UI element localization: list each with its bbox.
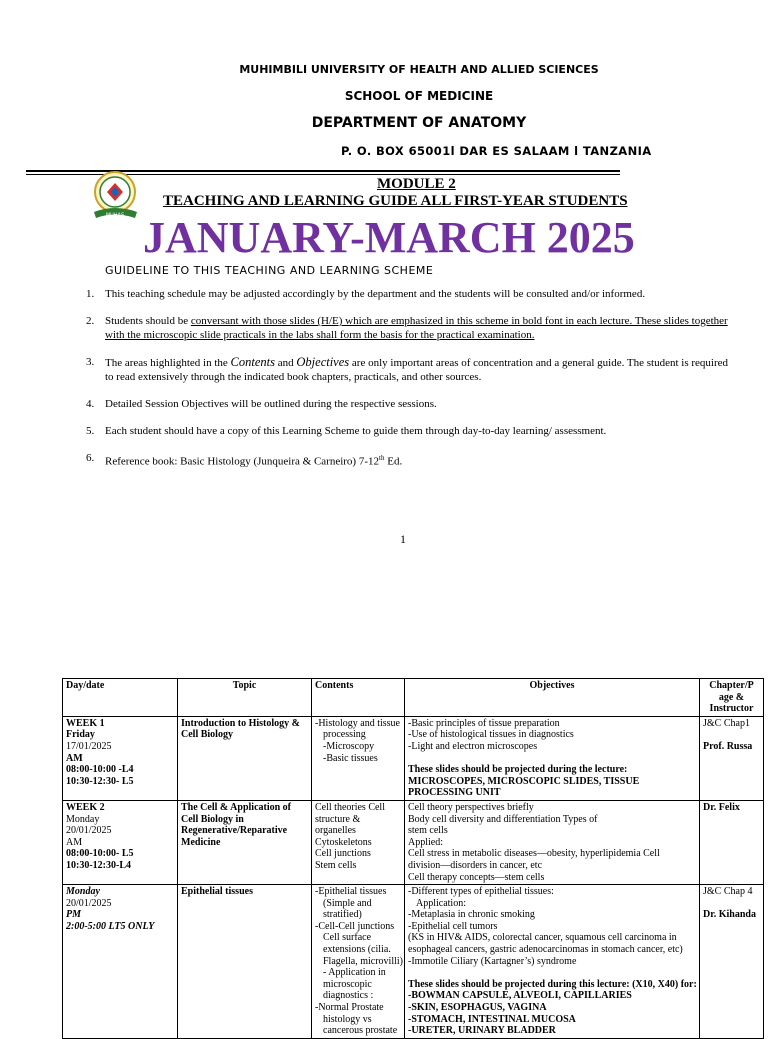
topic-cell: Introduction to Histology & Cell Biology — [178, 716, 312, 800]
period-title: JANUARY-MARCH 2025 — [143, 213, 635, 262]
day-cell: WEEK 2 Monday 20/01/2025 AM 08:00-10:00- L5 10:30-12:30-L4 — [63, 800, 178, 884]
table-row — [63, 885, 764, 1039]
guideline-heading: GUIDELINE TO THIS TEACHING AND LEARNING SCHEME — [105, 264, 434, 277]
contents-cell: Cell theories Cell structure & organelles Cytoskeletons Cell junctions Stem cells — [312, 800, 405, 884]
day-cell: WEEK 1 Friday 17/01/2025 AM 08:00-10:00 -L4 10:30-12:30- L5 — [63, 716, 178, 800]
school-name: SCHOOL OF MEDICINE — [344, 89, 494, 103]
topic-cell: The Cell & Application of Cell Biology in Regenerative/Reparative Medicine — [178, 800, 312, 884]
table-row — [63, 800, 764, 884]
module-title: MODULE 2 — [377, 176, 456, 192]
table-header-row — [63, 679, 764, 717]
guideline-item: 4. Detailed Session Objectives will be outlined during the respective sessions. — [86, 398, 437, 410]
page-number: 1 — [400, 532, 406, 546]
contents-cell: -Histology and tissue processing -Microscopy -Basic tissues — [312, 716, 405, 800]
university-logo — [88, 168, 143, 224]
svg-text:MUHAS: MUHAS — [105, 212, 125, 219]
chapter-cell: J&C Chap 4 Dr. Kihanda — [700, 885, 764, 1039]
day-cell: Monday 20/01/2025 PM 2:00-5:00 LT5 ONLY — [63, 885, 178, 1039]
col-header-objectives: Objectives — [405, 679, 700, 717]
department-name: DEPARTMENT OF ANATOMY — [311, 115, 527, 131]
chapter-cell: J&C Chap1 Prof. Russa — [700, 716, 764, 800]
guide-title: TEACHING AND LEARNING GUIDE ALL FIRST-YEAR STUDENTS — [163, 193, 628, 209]
col-header-day: Day/date — [63, 679, 178, 717]
instructor-cell: Dr. Felix — [700, 800, 764, 884]
guideline-item: 6. Reference book: Basic Histology (Junqueira & Carneiro) 7-12th Ed. — [86, 452, 403, 468]
schedule-table — [62, 678, 764, 1039]
objectives-cell: Cell theory perspectives briefly Body cell diversity and differentiation Types of stem cells Applied: Cell stress in metabolic diseases—obesity, hyperlipidemia Cell division—disorders in cancer, etc Cell therapy concepts—stem cells — [405, 800, 700, 884]
university-name: MUHIMBILI UNIVERSITY OF HEALTH AND ALLIED SCIENCES — [239, 63, 599, 76]
guideline-item: 5. Each student should have a copy of this Learning Scheme to guide them through day-to-day learning/ assessment. — [86, 425, 607, 437]
contents-cell: -Epithelial tissues (Simple and stratified) -Cell-Cell junctions Cell surface extensions (cilia. Flagella, microvilli) - Application in microscopic diagnostics : -Normal Prostate histology vs cancerous prostate — [312, 885, 405, 1039]
guideline-item: 1. This teaching schedule may be adjusted accordingly by the department and the students will be consulted and/or informed. — [86, 288, 646, 300]
objectives-cell: -Different types of epithelial tissues: Application: -Metaplasia in chronic smoking -Epithelial cell tumors (KS in HIV& AIDS, colorectal cancer, squamous cell carcinoma in esophageal cancers, gastric adenocarcinomas in stomach cancer, etc) -Immotile Ciliary (Kartagner’s) syndrome These slides should be projected during this lecture: (X10, X40) for: -BOWMAN CAPSULE, ALVEOLI, CAPILLARIES -SKIN, ESOPHAGUS, VAGINA -STOMACH, INTESTINAL MUCOSA -URETER, URINARY BLADDER — [405, 885, 700, 1039]
col-header-chapter: Chapter/P age & Instructor — [700, 679, 764, 717]
guideline-item: 3. The areas highlighted in the Contents and Objectives are only important areas of concentration and a general guide. The student is required to read extensively through the indicated book chapters, practicals, and other sources. — [86, 355, 729, 383]
col-header-contents: Contents — [312, 679, 405, 717]
guideline-list — [86, 287, 736, 482]
guideline-item: 2. Students should be conversant with those slides (H/E) which are emphasized in this scheme in bold font in each lecture. These slides together with the microscopic slide practicals in the labs shall form the basis for the practical examination. — [86, 315, 728, 341]
table-row — [63, 716, 764, 800]
postal-address: P. O. BOX 65001l DAR ES SALAAM l TANZANIA — [341, 144, 652, 158]
col-header-topic: Topic — [178, 679, 312, 717]
objectives-cell: -Basic principles of tissue preparation -Use of histological tissues in diagnostics -Light and electron microscopes These slides should be projected during the lecture: MICROSCOPES, MICROSCOPIC SLIDES, TISSUE PROCESSING UNIT — [405, 716, 700, 800]
topic-cell: Epithelial tissues — [178, 885, 312, 1039]
